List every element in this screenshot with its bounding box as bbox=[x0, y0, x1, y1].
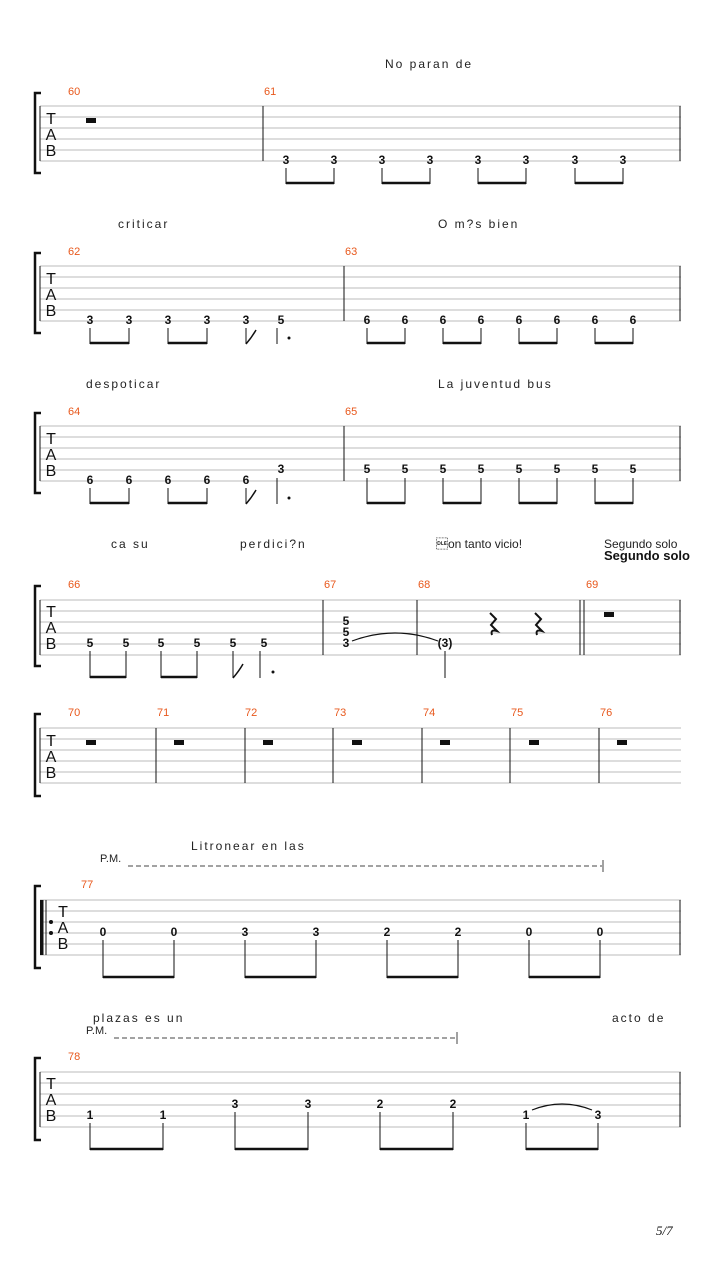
note-stems bbox=[90, 478, 633, 504]
tab-letter: A bbox=[45, 127, 57, 144]
fret-number: 3 bbox=[342, 636, 350, 650]
repeat-dot bbox=[49, 931, 53, 935]
measure-number: 63 bbox=[345, 246, 358, 258]
fret-number: 3 bbox=[277, 462, 285, 476]
measure-number: 60 bbox=[68, 86, 81, 98]
lyric-line: O m?s bien bbox=[438, 217, 520, 231]
fret-number: 3 bbox=[242, 313, 250, 327]
fret-number: 5 bbox=[157, 636, 165, 650]
fret-number: 5 bbox=[363, 462, 371, 476]
tab-letter: B bbox=[45, 303, 57, 320]
section-title: Segundo solo bbox=[604, 548, 690, 563]
tie-arc bbox=[352, 633, 438, 641]
page-number: 5/7 bbox=[656, 1223, 673, 1238]
fret-number: 6 bbox=[203, 473, 211, 487]
tab-letter: A bbox=[45, 620, 57, 637]
fret-number: 6 bbox=[553, 313, 561, 327]
lyric-line: La juventud bus bbox=[438, 377, 553, 391]
fret-number: 3 bbox=[571, 153, 579, 167]
palm-mute-label: P.M. bbox=[86, 1025, 108, 1037]
fret-number: 3 bbox=[426, 153, 434, 167]
eighth-flag bbox=[246, 330, 256, 344]
system-6 bbox=[35, 839, 681, 978]
fret-number: 5 bbox=[86, 636, 94, 650]
repeat-dot bbox=[49, 920, 53, 924]
tab-letter: B bbox=[45, 1108, 57, 1125]
tab-letter: T bbox=[46, 431, 56, 448]
measure-number: 71 bbox=[157, 707, 170, 719]
fret-number: 2 bbox=[454, 925, 462, 939]
tab-letter: T bbox=[46, 733, 56, 750]
measure-number: 76 bbox=[600, 707, 613, 719]
fret-number: (3) bbox=[437, 636, 453, 650]
staff-lines bbox=[40, 106, 681, 161]
fret-number: 3 bbox=[312, 925, 320, 939]
measure-number: 68 bbox=[418, 579, 431, 591]
lyric-line: ca su bbox=[111, 537, 150, 551]
staff-lines bbox=[40, 266, 681, 321]
fret-number: 6 bbox=[401, 313, 409, 327]
fret-number: 3 bbox=[164, 313, 172, 327]
lyric-line: Litronear en las bbox=[191, 839, 306, 853]
measure-number: 75 bbox=[511, 707, 524, 719]
staff-lines bbox=[40, 600, 681, 655]
fret-number: 5 bbox=[277, 313, 285, 327]
fret-number: 2 bbox=[383, 925, 391, 939]
lyric-line: No paran de bbox=[385, 57, 474, 71]
whole-rest bbox=[86, 118, 96, 123]
lyric-line: on tanto vicio! bbox=[436, 537, 523, 551]
fret-number: 3 bbox=[125, 313, 133, 327]
lyric-line: despoticar bbox=[86, 377, 162, 391]
system-7 bbox=[35, 1011, 681, 1150]
fret-number: 3 bbox=[594, 1108, 602, 1122]
barlines bbox=[40, 728, 599, 783]
fret-number: 3 bbox=[203, 313, 211, 327]
staff-lines bbox=[40, 900, 681, 955]
note-stems bbox=[286, 168, 623, 184]
fret-number: 5 bbox=[342, 625, 350, 639]
system-3 bbox=[35, 377, 681, 504]
measure-number: 62 bbox=[68, 246, 81, 258]
repeat-start-thick bbox=[40, 900, 44, 955]
tab-letter: B bbox=[45, 463, 57, 480]
measure-number: 72 bbox=[245, 707, 258, 719]
measure-number: 78 bbox=[68, 1051, 81, 1063]
fret-number: 3 bbox=[282, 153, 290, 167]
fret-number: 5 bbox=[515, 462, 523, 476]
measure-number: 65 bbox=[345, 406, 358, 418]
fret-number: 3 bbox=[522, 153, 530, 167]
tab-letter: A bbox=[57, 920, 69, 937]
fret-number: 6 bbox=[439, 313, 447, 327]
measure-number: 66 bbox=[68, 579, 81, 591]
fret-number: 6 bbox=[629, 313, 637, 327]
measure-number: 77 bbox=[81, 879, 94, 891]
quarter-rest bbox=[490, 613, 497, 635]
tab-letter: T bbox=[46, 111, 56, 128]
measure-number: 61 bbox=[264, 86, 277, 98]
fret-number: 3 bbox=[231, 1097, 239, 1111]
tab-letter: T bbox=[46, 604, 56, 621]
tab-letter: T bbox=[46, 271, 56, 288]
system-2 bbox=[35, 217, 681, 344]
fret-number: 1 bbox=[86, 1108, 94, 1122]
dot bbox=[288, 497, 291, 500]
fret-number: 0 bbox=[170, 925, 178, 939]
fret-number: 6 bbox=[86, 473, 94, 487]
fret-number: 1 bbox=[159, 1108, 167, 1122]
fret-number: 2 bbox=[376, 1097, 384, 1111]
tab-letter: A bbox=[45, 287, 57, 304]
fret-number: 5 bbox=[591, 462, 599, 476]
fret-number: 5 bbox=[342, 614, 350, 628]
lyric-line: criticar bbox=[118, 217, 170, 231]
fret-number: 0 bbox=[596, 925, 604, 939]
tab-letter: B bbox=[57, 936, 69, 953]
fret-number: 6 bbox=[125, 473, 133, 487]
eighth-flag bbox=[246, 490, 256, 504]
eighth-flag bbox=[233, 664, 243, 678]
fret-number: 3 bbox=[330, 153, 338, 167]
dot bbox=[272, 671, 275, 674]
tab-letter: B bbox=[45, 765, 57, 782]
measure-number: 69 bbox=[586, 579, 599, 591]
fret-number: 5 bbox=[122, 636, 130, 650]
whole-rest bbox=[604, 612, 614, 617]
tab-letter: A bbox=[45, 447, 57, 464]
section-label: Segundo solo bbox=[604, 537, 678, 551]
measure-number: 64 bbox=[68, 406, 81, 418]
fret-number: 5 bbox=[193, 636, 201, 650]
tab-letter: A bbox=[45, 749, 57, 766]
fret-number: 6 bbox=[591, 313, 599, 327]
note-stems bbox=[103, 940, 600, 978]
fret-number: 3 bbox=[304, 1097, 312, 1111]
fret-number: 0 bbox=[525, 925, 533, 939]
fret-number: 5 bbox=[401, 462, 409, 476]
quarter-rest bbox=[535, 613, 542, 635]
lyric-line: perdici?n bbox=[240, 537, 307, 551]
fret-number: 6 bbox=[515, 313, 523, 327]
fret-number: 5 bbox=[439, 462, 447, 476]
tab-letter: A bbox=[45, 1092, 57, 1109]
fret-number: 3 bbox=[378, 153, 386, 167]
tab-letter: T bbox=[46, 1076, 56, 1093]
fret-number: 5 bbox=[260, 636, 268, 650]
fret-number: 6 bbox=[242, 473, 250, 487]
fret-number: 5 bbox=[229, 636, 237, 650]
system-5 bbox=[35, 707, 681, 796]
fret-number: 6 bbox=[164, 473, 172, 487]
staff-lines bbox=[40, 1072, 681, 1127]
fret-number: 6 bbox=[477, 313, 485, 327]
system-4 bbox=[35, 537, 690, 678]
fret-number: 5 bbox=[629, 462, 637, 476]
fret-number: 1 bbox=[522, 1108, 530, 1122]
fret-number: 2 bbox=[449, 1097, 457, 1111]
lyric-line: plazas es un bbox=[93, 1011, 185, 1025]
fret-number: 3 bbox=[241, 925, 249, 939]
note-stems bbox=[90, 328, 633, 344]
whole-rests bbox=[86, 740, 627, 745]
dot bbox=[288, 337, 291, 340]
palm-mute-label: P.M. bbox=[100, 853, 122, 865]
fret-number: 3 bbox=[619, 153, 627, 167]
lyric-line: acto de bbox=[612, 1011, 666, 1025]
fret-number: 3 bbox=[86, 313, 94, 327]
fret-number: 0 bbox=[99, 925, 107, 939]
fret-number: 3 bbox=[474, 153, 482, 167]
measure-number: 67 bbox=[324, 579, 337, 591]
measure-number: 70 bbox=[68, 707, 81, 719]
fret-number: 5 bbox=[553, 462, 561, 476]
tab-letter: T bbox=[58, 904, 68, 921]
staff-lines bbox=[40, 426, 681, 481]
tab-letter: B bbox=[45, 636, 57, 653]
measure-number: 73 bbox=[334, 707, 347, 719]
staff-lines bbox=[40, 728, 681, 783]
fret-number: 6 bbox=[363, 313, 371, 327]
fret-number: 5 bbox=[477, 462, 485, 476]
tab-letter: B bbox=[45, 143, 57, 160]
measure-number: 74 bbox=[423, 707, 436, 719]
system-1 bbox=[35, 57, 681, 184]
